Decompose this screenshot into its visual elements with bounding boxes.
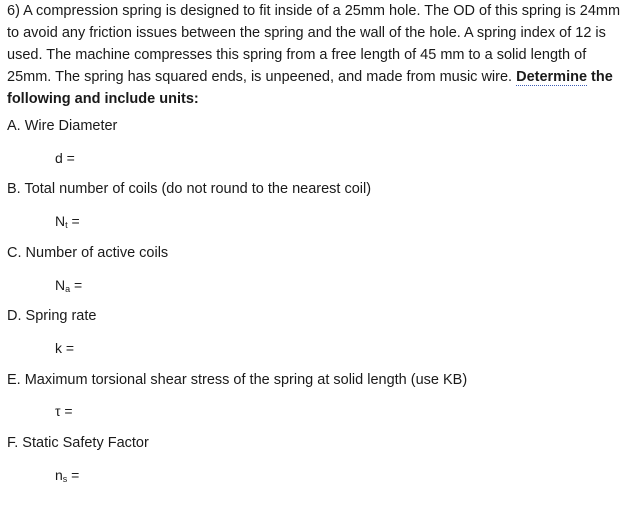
answer-a-symbol: d [55, 150, 63, 166]
answer-c-equals: = [70, 277, 83, 293]
answer-d-field [55, 339, 74, 361]
question-f-label: F. Static Safety Factor [7, 435, 149, 451]
answer-d-symbol: k [55, 340, 62, 356]
answer-b-field [55, 212, 80, 234]
answer-e-equals: = [60, 403, 73, 419]
answer-a-field [55, 149, 75, 171]
problem-statement [7, 0, 629, 110]
question-e-label: E. Maximum torsional shear stress of the spring at solid length (use KB) [7, 372, 468, 388]
question-d-label: D. Spring rate [7, 308, 97, 324]
answer-e-symbol: τ [55, 403, 61, 419]
answer-e-field [55, 402, 73, 424]
answer-b-symbol: N [55, 213, 66, 229]
question-b-label: B. Total number of coils (do not round to the nearest coil) [7, 181, 372, 197]
answer-b-equals: = [67, 213, 80, 229]
question-c-label: C. Number of active coils [7, 245, 169, 261]
answer-c-subscript: a [65, 284, 71, 294]
instruction-emphasis: the following and include units: [7, 69, 613, 107]
answer-f-subscript: s [62, 474, 68, 484]
problem-text: 6) A compression spring is designed to fit inside of a 25mm hole. The OD of this spring is 24mm to avoid any friction issues between the spring and the wall of the hole. A spring index of 12 is used. The machine compresses this spring from a free length of 45 mm to a solid length of 25mm. The spring has squared ends, is unpeened, and made from music wire. [7, 3, 621, 85]
question-a-label: A. Wire Diameter [7, 118, 118, 134]
answer-d-equals: = [62, 340, 75, 356]
answer-c-symbol: N [55, 277, 66, 293]
answer-a-equals: = [62, 150, 75, 166]
answer-c-field [55, 276, 82, 298]
answer-f-equals: = [67, 467, 80, 483]
determine-emphasis: Determine [516, 69, 588, 85]
answer-f-field [55, 466, 79, 488]
answer-b-subscript: t [65, 220, 68, 230]
answer-f-symbol: n [55, 467, 63, 483]
